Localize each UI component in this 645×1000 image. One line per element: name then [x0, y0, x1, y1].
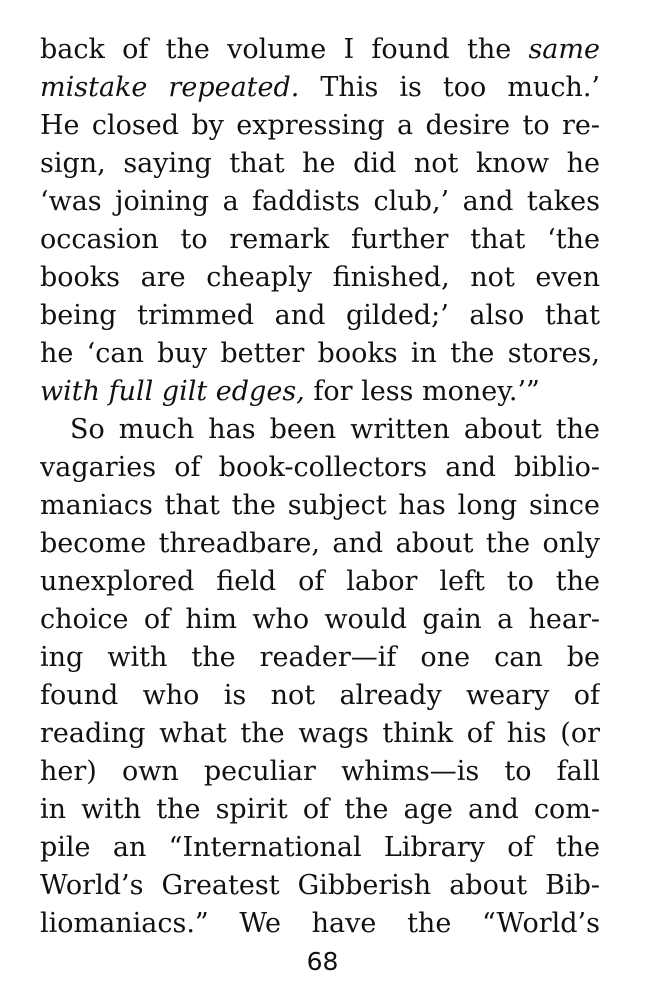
paragraph-2-line-10: her) own peculiar whims—is to fall [40, 756, 600, 787]
text-line-6: occasion to remark further that ‘the [40, 224, 600, 255]
text-line-7: books are cheaply finished, not even [40, 262, 600, 293]
paragraph-2-line-2: vagaries of book-collectors and biblio- [40, 452, 600, 483]
text-line-9: he ‘can buy better books in the stores, [40, 338, 600, 369]
paragraph-2-line-9: reading what the wags think of his (or [40, 718, 600, 749]
page-number: 68 [306, 947, 339, 976]
paragraph-2-line-12: pile an “International Library of the [40, 832, 600, 863]
text-line-8: being trimmed and gilded;’ also that [40, 300, 600, 331]
text-line-2: mistake repeated. This is too much.’ [40, 72, 600, 103]
text-line-1: back of the volume I found the same [40, 34, 600, 65]
text-line-10: with full gilt edges, for less money.’” [40, 376, 540, 407]
paragraph-2-line-3: maniacs that the subject has long since [40, 490, 600, 521]
text-line-3: He closed by expressing a desire to re- [40, 110, 600, 141]
paragraph-2-line-14: liomaniacs.” We have the “World’s [40, 908, 600, 939]
paragraph-2-line-4: become threadbare, and about the only [40, 528, 600, 559]
paragraph-2-line-1: So much has been written about the [70, 414, 600, 445]
paragraph-2-line-6: choice of him who would gain a hear- [40, 604, 600, 635]
paragraph-2-line-8: found who is not already weary of [40, 680, 600, 711]
paragraph-2-line-13: World’s Greatest Gibberish about Bib- [40, 870, 600, 901]
paragraph-2-line-11: in with the spirit of the age and com- [40, 794, 600, 825]
text-line-4: sign, saying that he did not know he [40, 148, 600, 179]
paragraph-2-line-5: unexplored field of labor left to the [40, 566, 600, 597]
paragraph-2-line-7: ing with the reader—if one can be [40, 642, 600, 673]
text-line-5: ‘was joining a faddists club,’ and takes [40, 186, 600, 217]
